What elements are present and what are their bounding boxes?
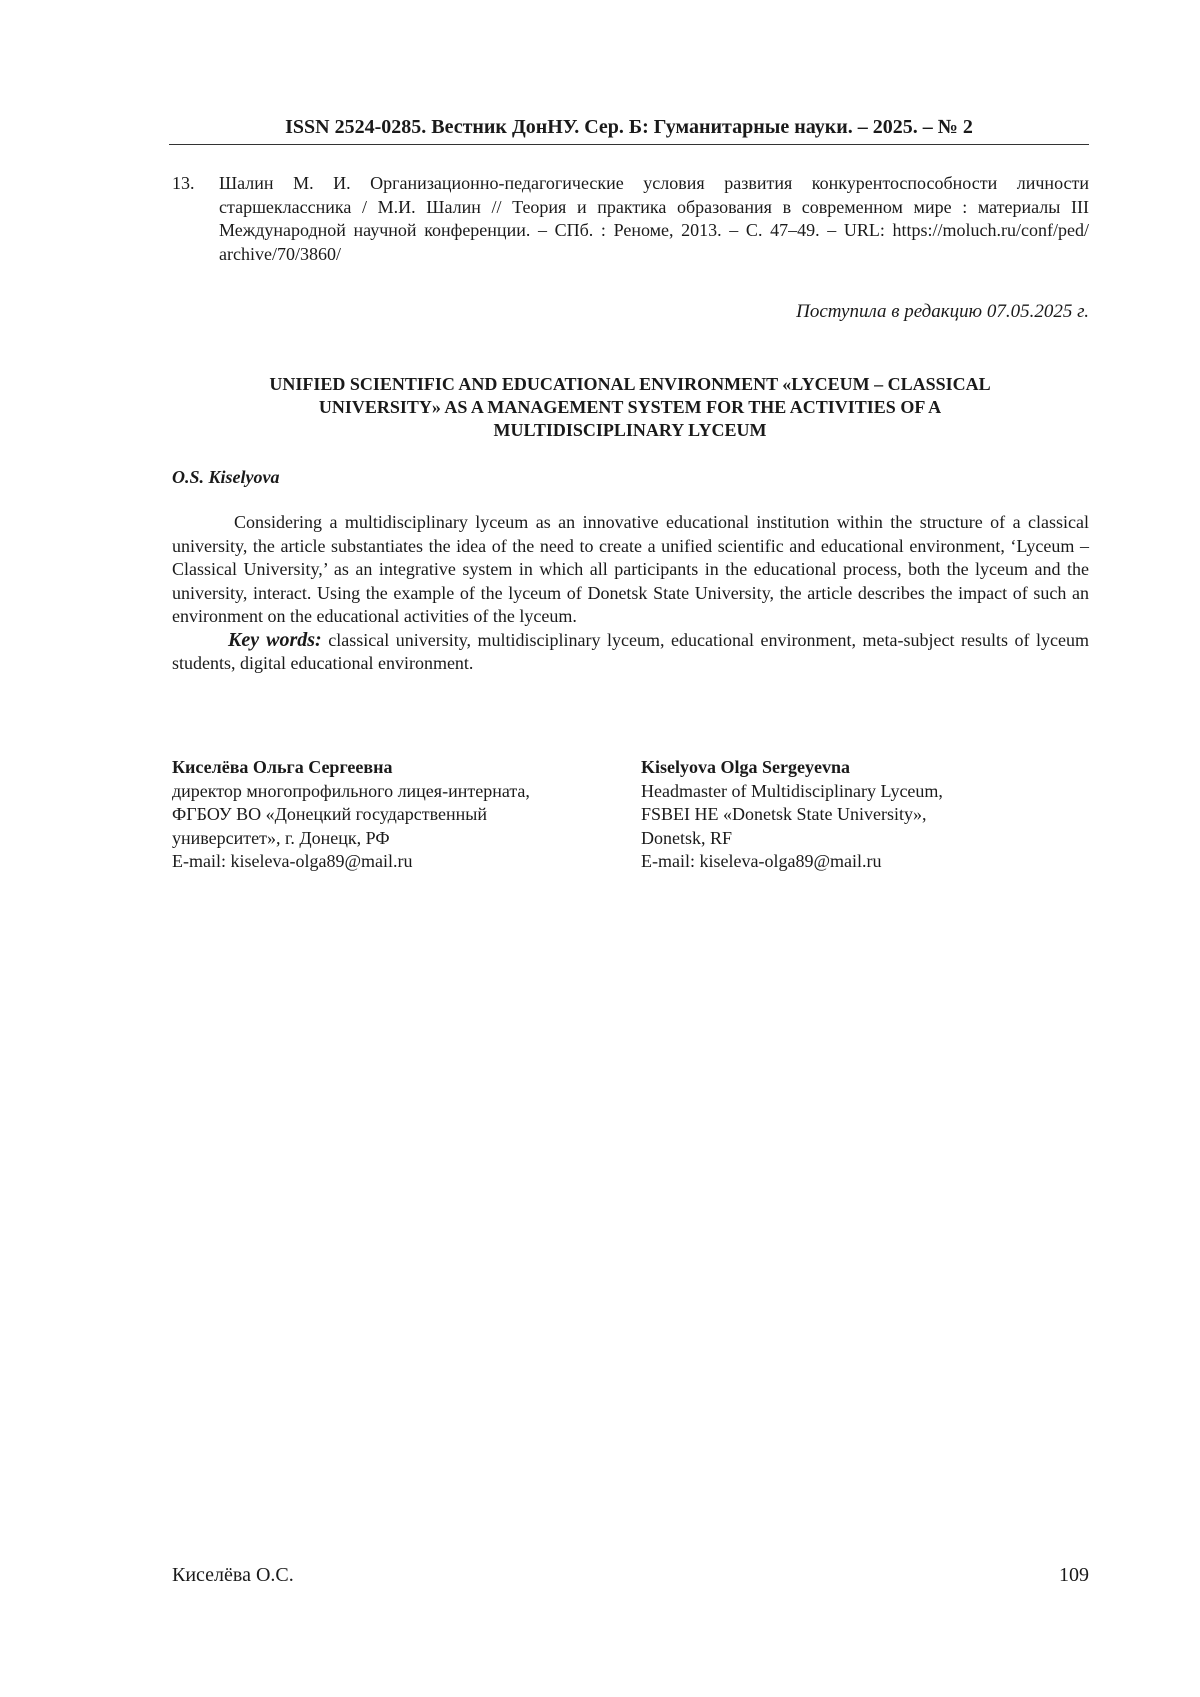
author-email-en: E-mail: kiseleva-olga89@mail.ru — [641, 851, 882, 871]
article-title-line: MULTIDISCIPLINARY LYCEUM — [493, 420, 767, 440]
author-name-ru: Киселёва Ольга Сергеевна — [172, 757, 393, 777]
abstract — [172, 511, 1089, 676]
received-date: Поступила в редакцию 07.05.2025 г. — [796, 301, 1089, 322]
keywords — [172, 629, 1089, 676]
reference-item — [172, 172, 1089, 266]
article-title-line: UNIFIED SCIENTIFIC AND EDUCATIONAL ENVIRONMENT «LYCEUM – CLASSICAL — [269, 374, 991, 394]
article-title-line: UNIVERSITY» AS A MANAGEMENT SYSTEM FOR THE ACTIVITIES OF A — [318, 397, 942, 417]
reference-text: Шалин М. И. Организационно-педагогические условия развития конкурентоспособности личности старшеклассника / М.И. Шалин // Теория и практика образования в современном мире : материалы III Международной научной конференции. – СПб. : Реноме, 2013. – С. 47–49. – URL: https://moluch.ru/conf/ped/ archive/70/3860/ — [219, 173, 1089, 264]
author-location-en: Donetsk, RF — [641, 827, 733, 848]
keywords-text: classical university, multidisciplinary lyceum, educational environment, meta-subject results of lyceum students, digital educational environment. — [172, 629, 1090, 673]
abstract-text: Considering a multidisciplinary lyceum as an innovative educational institution within the structure of a classical university, the article substantiates the idea of the need to create a unified scientific and educational environment, ‘Lyceum – Classical University,’ as an integrative system in which all participants in the educational process, both the lyceum and the university, interact. Using the example of the lyceum of Donetsk State University, the article describes the impact of such an environment on the educational activities of the lyceum. — [172, 512, 1089, 626]
author-position-ru: директор многопрофильного лицея-интерната, — [172, 780, 530, 801]
article-author: O.S. Kiselyova — [172, 467, 280, 487]
author-affiliation-en: FSBEI HE «Donetsk State University», — [641, 804, 927, 824]
author-email-ru: E-mail: kiseleva-olga89@mail.ru — [172, 851, 413, 871]
author-affiliation-ru: ФГБОУ ВО «Донецкий государственный — [172, 804, 487, 824]
article-title — [200, 373, 1060, 442]
keywords-label: Key words: — [228, 628, 322, 651]
reference-number: 13. — [172, 173, 195, 193]
author-info-english — [641, 756, 1081, 874]
author-location-ru: университет», г. Донецк, РФ — [172, 827, 390, 848]
author-info-russian — [172, 756, 612, 874]
author-position-en: Headmaster of Multidisciplinary Lyceum, — [641, 780, 943, 801]
page-number: 109 — [1059, 1564, 1089, 1586]
footer-author: Киселёва О.С. — [172, 1564, 294, 1586]
running-header: ISSN 2524-0285. Вестник ДонНУ. Сер. Б: Гуманитарные науки. – 2025. – № 2 — [169, 115, 1089, 145]
author-name-en: Kiselyova Olga Sergeyevna — [641, 757, 850, 777]
